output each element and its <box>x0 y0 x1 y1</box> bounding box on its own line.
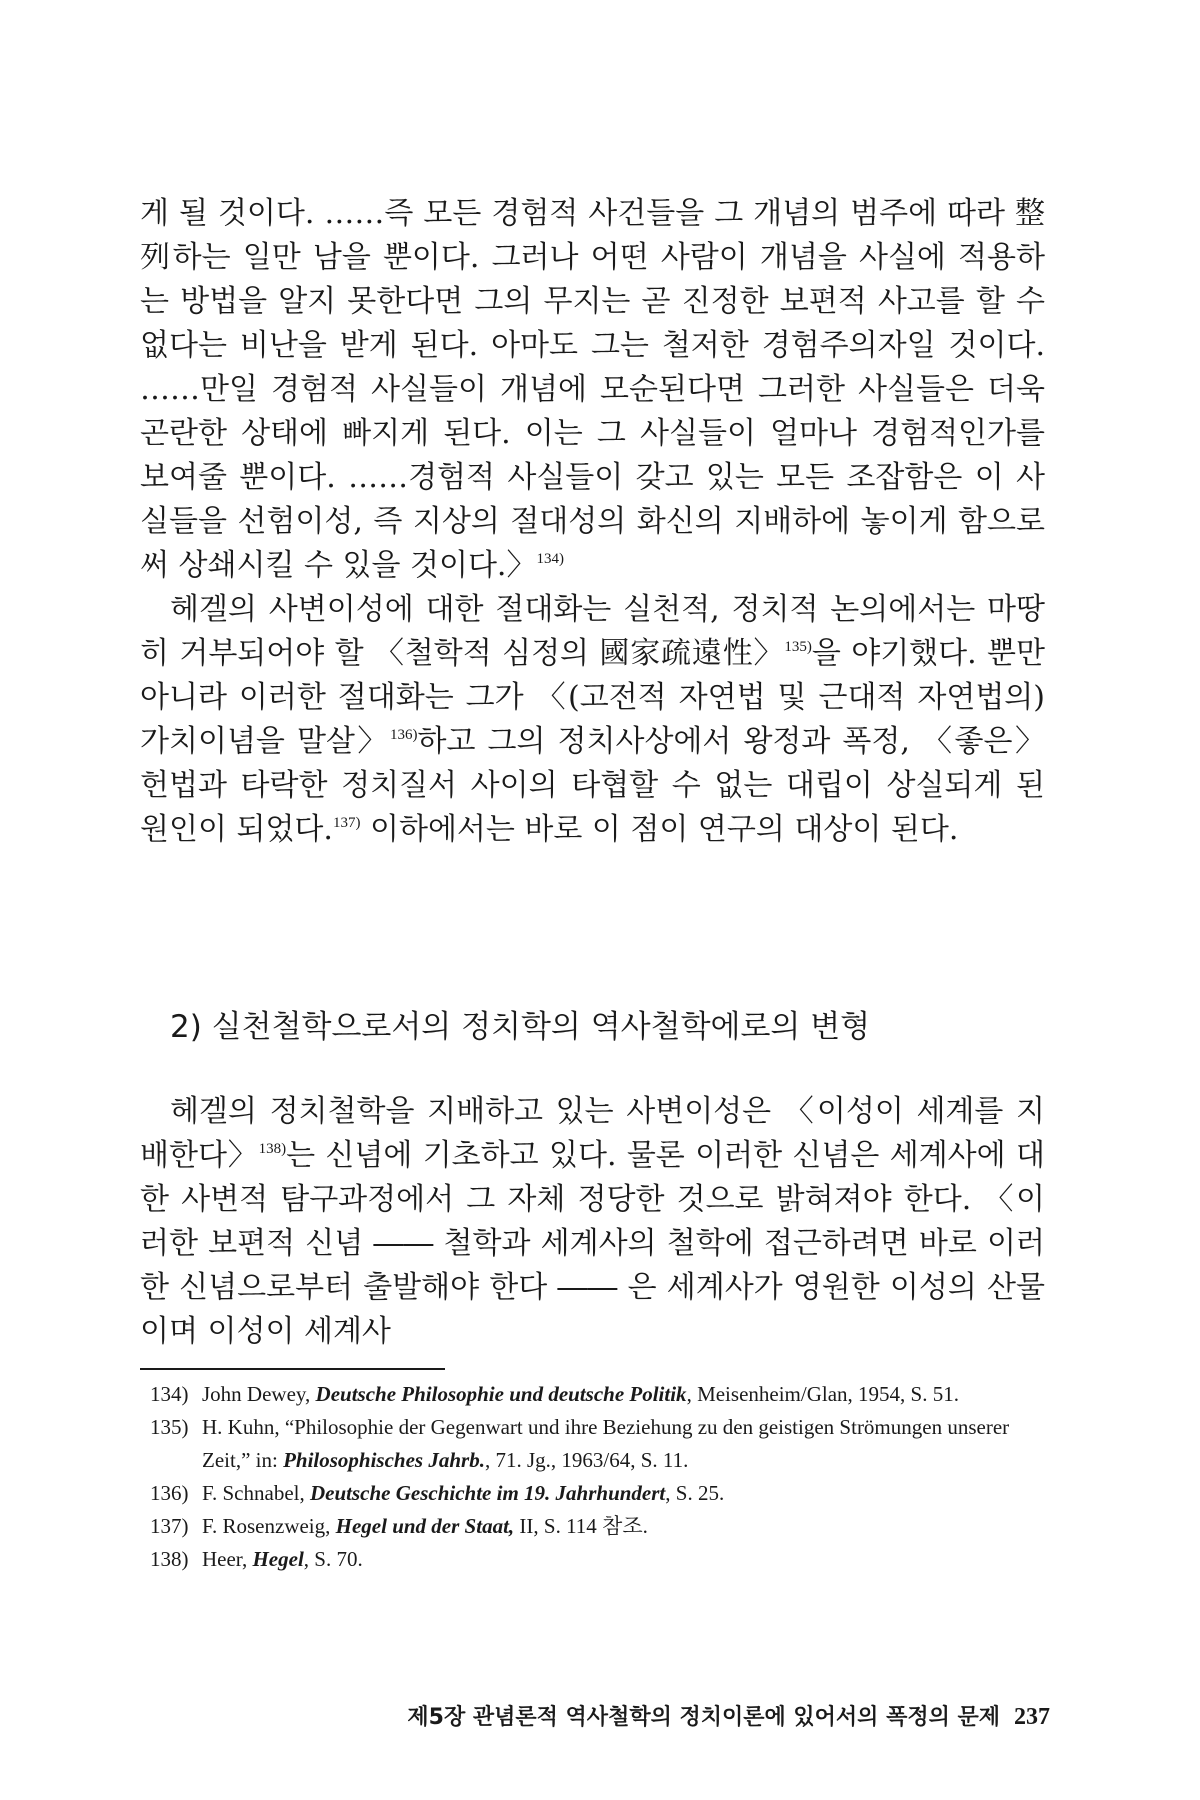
paragraph <box>140 1090 1045 1354</box>
chapter-title: 제5장 관념론적 역사철학의 정치이론에 있어서의 폭정의 문제 <box>407 1705 1000 1730</box>
footnote-text: John Dewey, <box>202 1382 316 1406</box>
footnote-item <box>150 1477 1045 1510</box>
paragraph-text: 헤겔의 정치철학을 지배하고 있는 사변이성은 〈이성이 세계를 지배한다〉 <box>140 1094 1045 1173</box>
footnote-number: 137) <box>150 1514 189 1538</box>
footnote-text: , 71. Jg., 1963/64, S. 11. <box>484 1448 689 1472</box>
footnote-item <box>150 1510 1045 1543</box>
footnote-text: H. Kuhn, “Philosophie der Gegenwart und ihre Beziehung zu den geistigen Strömungen unserer Zeit,” in: <box>202 1415 1010 1472</box>
footnote-work-title: Hegel <box>252 1547 304 1571</box>
paragraph <box>140 192 1045 588</box>
footnote-text: II, S. 114 참조. <box>514 1514 648 1538</box>
paragraph-text: 는 신념에 기초하고 있다. 물론 이러한 신념은 세계사에 대한 사변적 탐구과정에서 그 자체 정당한 것으로 밝혀져야 한다. 〈이러한 보편적 신념 ―― 철학과 세계사의 철학에 접근하려면 바로 이러한 신념으로부터 출발해야 한다 ―― 은 세계사가 영원한 이성의 산물이며 이성이 세계사 <box>140 1138 1045 1349</box>
paragraph-text: 게 될 것이다. ……즉 모든 경험적 사건들을 그 개념의 범주에 따라 整列하는 일만 남을 뿐이다. 그러나 어떤 사람이 개념을 사실에 적용하는 방법을 알지 못한다면 그의 무지는 곧 진정한 보편적 사고를 할 수 없다는 비난을 받게 된다. 아마도 그는 철저한 경험주의자일 것이다. ……만일 경험적 사실들이 개념에 모순된다면 그러한 사실들은 더욱 곤란한 상태에 빠지게 된다. 이는 그 사실들이 얼마나 경험적인가를 보여줄 뿐이다. ……경험적 사실들이 갖고 있는 모든 조잡함은 이 사실들을 선험이성, 즉 지상의 절대성의 화신의 지배하에 놓이게 함으로써 상쇄시킬 수 있을 것이다.〉 <box>140 196 1045 583</box>
footnote-text: F. Schnabel, <box>202 1481 310 1505</box>
footnote-number: 138) <box>150 1547 189 1571</box>
footnote-number: 135) <box>150 1415 189 1439</box>
page-number: 237 <box>1014 1704 1050 1730</box>
footnote-text: Heer, <box>202 1547 253 1571</box>
footnote-text: , Meisenheim/Glan, 1954, S. 51. <box>686 1382 959 1406</box>
footnote-ref[interactable]: 135) <box>784 639 812 655</box>
footnote-item <box>150 1378 1045 1411</box>
footnote-text: , S. 25. <box>665 1481 725 1505</box>
paragraph <box>140 588 1045 852</box>
footnote-divider <box>140 1368 445 1370</box>
footnote-ref[interactable]: 138) <box>258 1141 287 1157</box>
footnote-list <box>150 1378 1045 1576</box>
paragraph-text: 이하에서는 바로 이 점이 연구의 대상이 된다. <box>360 812 959 847</box>
footnote-text: F. Rosenzweig, <box>202 1514 336 1538</box>
footnote-number: 136) <box>150 1481 189 1505</box>
body-text-bottom <box>140 1090 1045 1354</box>
footnote-ref[interactable]: 136) <box>389 727 418 743</box>
footnote-number: 134) <box>150 1382 189 1406</box>
paragraph-text: 하고 그의 정치사상에서 왕정과 폭정, 〈좋은〉 헌법과 타락한 정치질서 사이의 타협할 수 없는 대립이 상실되게 된 원인이 되었다. <box>140 724 1045 847</box>
footnote-work-title: Philosophisches Jahrb. <box>283 1448 485 1472</box>
footnote-ref[interactable]: 134) <box>536 551 564 567</box>
footnote-text: , S. 70. <box>303 1547 363 1571</box>
paragraph-text: 헤겔의 사변이성에 대한 절대화는 실천적, 정치적 논의에서는 마땅히 거부되어야 할 〈철학적 심정의 國家疏遠性〉 <box>140 592 1045 671</box>
footnote-work-title: Deutsche Philosophie und deutsche Politik <box>315 1382 687 1406</box>
paragraph-text: 을 야기했다. 뿐만 아니라 이러한 절대화는 그가 〈(고전적 자연법 및 근대적 자연법의) 가치이념을 말살〉 <box>140 636 1046 759</box>
footnote-work-title: Hegel und der Staat, <box>335 1514 515 1538</box>
body-text-top <box>140 192 1045 852</box>
section-heading: 2) 실천철학으로서의 정치학의 역사철학에로의 변형 <box>170 1009 871 1045</box>
footnote-item <box>150 1543 1045 1576</box>
footnote-work-title: Deutsche Geschichte im 19. Jahrhundert <box>309 1481 666 1505</box>
footnote-item <box>150 1411 1045 1477</box>
footnote-ref[interactable]: 137) <box>332 815 361 831</box>
running-footer <box>330 1700 1050 1740</box>
